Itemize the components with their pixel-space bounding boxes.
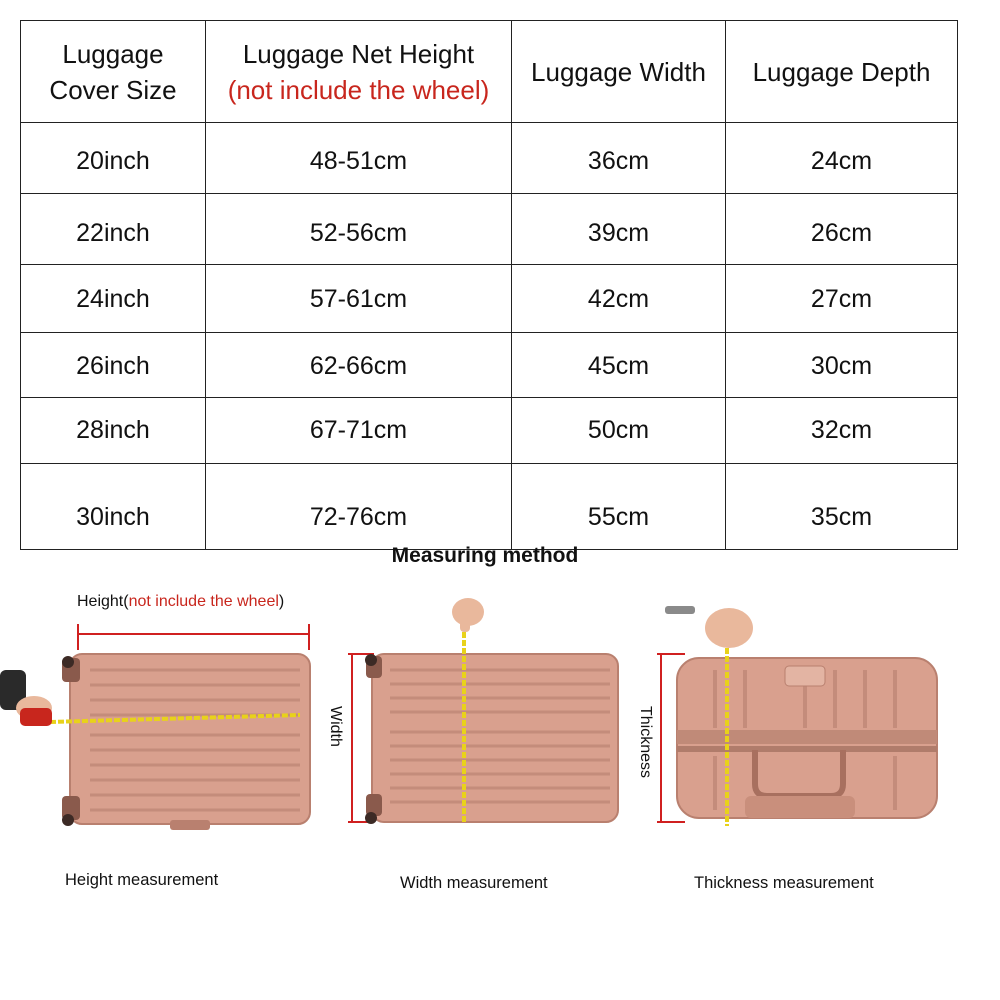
- cell-size: 26inch: [21, 333, 206, 398]
- height-label-suffix: ): [278, 593, 285, 610]
- width-measurement-illustration: [344, 596, 624, 828]
- height-guide-bracket: [78, 624, 309, 650]
- header-width: [512, 21, 726, 123]
- hand-icon: [665, 606, 753, 648]
- width-axis-label: Width: [327, 706, 344, 747]
- hand-icon: [452, 598, 484, 632]
- header-depth: [726, 21, 958, 123]
- table-row: [21, 398, 958, 464]
- cell-size: 28inch: [21, 398, 206, 464]
- height-measurement-illustration: [0, 610, 340, 840]
- cell-width: 45cm: [512, 333, 726, 398]
- table-row: [21, 123, 958, 194]
- cell-width: 39cm: [512, 194, 726, 265]
- cell-size: 22inch: [21, 194, 206, 265]
- table-header-row: [21, 21, 958, 123]
- cell-height: 72-76cm: [206, 464, 512, 550]
- header-depth-label: Luggage Depth: [752, 56, 931, 87]
- cell-height: 48-51cm: [206, 123, 512, 194]
- cell-depth: 35cm: [726, 464, 958, 550]
- header-cover-size-line2: Cover Size: [49, 74, 177, 105]
- width-measurement-caption: Width measurement: [400, 874, 548, 892]
- thickness-measurement-illustration: [655, 600, 945, 832]
- height-label-prefix: Height(: [77, 593, 129, 610]
- header-net-height-line1: Luggage Net Height: [242, 38, 475, 69]
- table-row: [21, 333, 958, 398]
- suitcase-front: [365, 654, 618, 824]
- header-cover-size-line1: Luggage: [62, 38, 164, 69]
- cell-size: 20inch: [21, 123, 206, 194]
- suitcase-front: [62, 654, 310, 830]
- header-net-height: [206, 21, 512, 123]
- cell-depth: 30cm: [726, 333, 958, 398]
- height-measurement-caption: Height measurement: [65, 871, 219, 889]
- cell-height: 67-71cm: [206, 398, 512, 464]
- cell-width: 42cm: [512, 265, 726, 333]
- cell-width: 36cm: [512, 123, 726, 194]
- cell-depth: 24cm: [726, 123, 958, 194]
- hand-with-tape-icon: [0, 670, 52, 726]
- header-cover-size: [21, 21, 206, 123]
- table-row: [21, 194, 958, 265]
- table-row: [21, 265, 958, 333]
- header-net-height-note: (not include the wheel): [227, 74, 490, 105]
- cell-height: 62-66cm: [206, 333, 512, 398]
- suitcase-side: [677, 658, 937, 818]
- thickness-axis-label: Thickness: [637, 706, 654, 779]
- measuring-method-title: Measuring method: [391, 544, 579, 567]
- cell-width: 50cm: [512, 398, 726, 464]
- cell-height: 52-56cm: [206, 194, 512, 265]
- cell-depth: 26cm: [726, 194, 958, 265]
- header-width-label: Luggage Width: [531, 56, 706, 87]
- cell-depth: 32cm: [726, 398, 958, 464]
- height-label: [77, 593, 284, 611]
- height-label-note: not include the wheel: [128, 593, 279, 610]
- thickness-measurement-caption: Thickness measurement: [694, 874, 874, 892]
- cell-depth: 27cm: [726, 265, 958, 333]
- size-chart-table: [20, 20, 958, 550]
- cell-size: 24inch: [21, 265, 206, 333]
- cell-height: 57-61cm: [206, 265, 512, 333]
- cell-width: 55cm: [512, 464, 726, 550]
- table-row: [21, 464, 958, 550]
- cell-size: 30inch: [21, 464, 206, 550]
